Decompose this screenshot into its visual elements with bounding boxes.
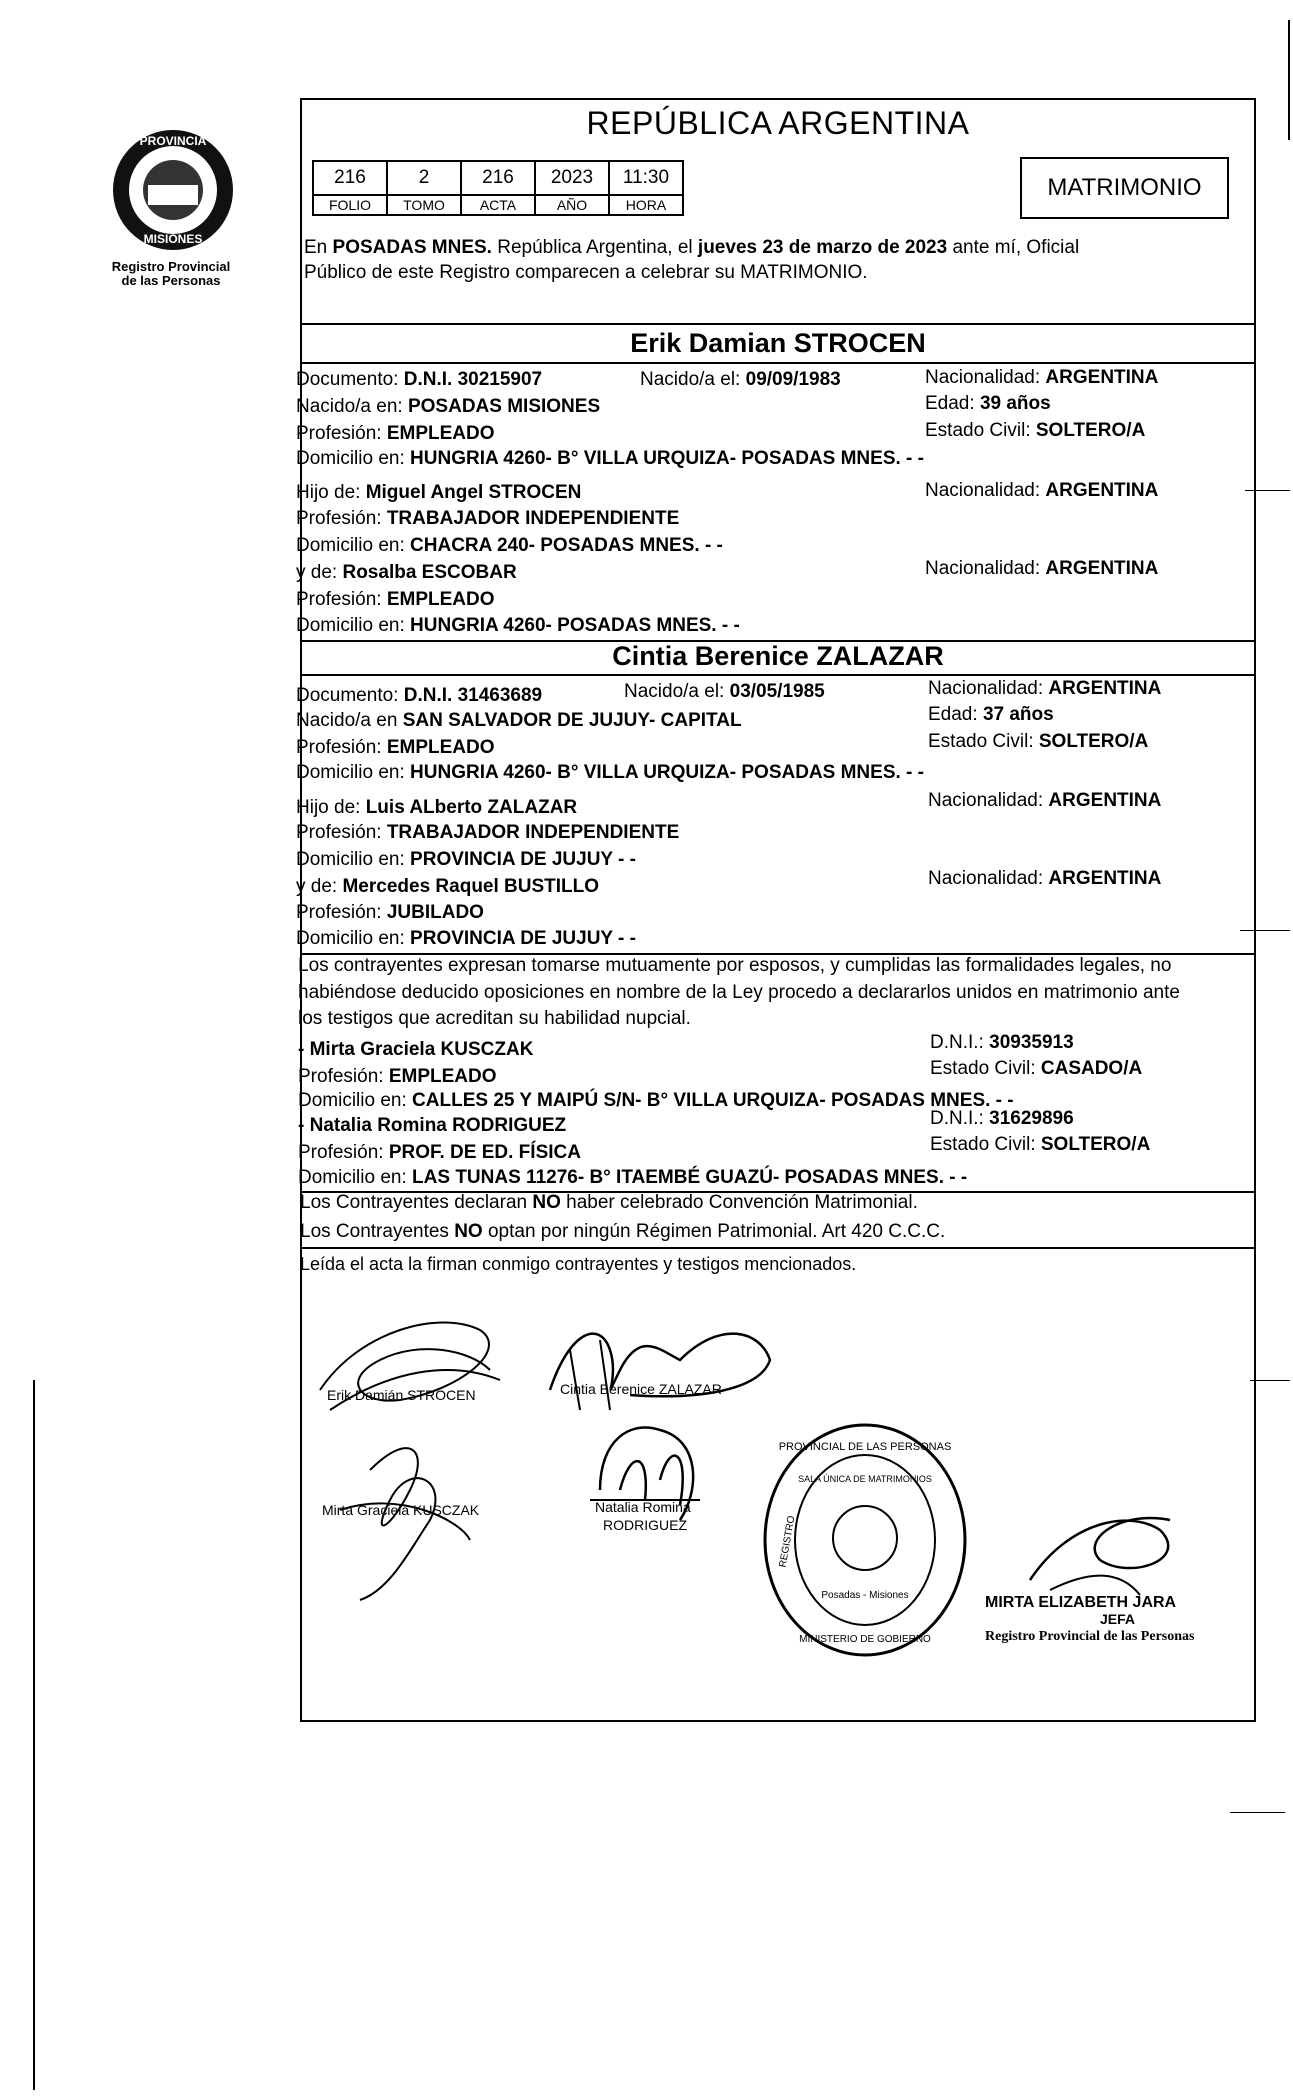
spouse1-birthplace: Nacido/a en: POSADAS MISIONES [296, 396, 601, 417]
spouse2-father-profession: Profesión: TRABAJADOR INDEPENDIENTE [296, 822, 680, 843]
svg-text:PROVINCIA: PROVINCIA [139, 134, 207, 148]
official-organization: Registro Provincial de las Personas [985, 1629, 1195, 1644]
acta-value: 216 [461, 161, 535, 195]
convention-line-2: Los Contrayentes NO optan por ningún Régimen Patrimonial. Art 420 C.C.C. [300, 1221, 946, 1242]
witness1-address: Domicilio en: CALLES 25 Y MAIPÚ S/N- B° VILLA URQUIZA- POSADAS MNES. - - [298, 1090, 1014, 1111]
witness2-name: - Natalia Romina RODRIGUEZ [298, 1115, 567, 1136]
record-cells [312, 160, 684, 216]
anio-value: 2023 [535, 161, 609, 195]
reading-statement: Leída el acta la firman conmigo contrayentes y testigos mencionados. [300, 1254, 857, 1274]
spouse1-father-profession: Profesión: TRABAJADOR INDEPENDIENTE [296, 508, 680, 529]
spouse2-address: Domicilio en: HUNGRIA 4260- B° VILLA URQUIZA- POSADAS MNES. - - [296, 762, 924, 783]
folio-label: FOLIO [313, 195, 387, 215]
spouse2-father-address: Domicilio en: PROVINCIA DE JUJUY - - [296, 849, 636, 870]
signature-label-spouse1: Erik Damián STROCEN [327, 1387, 476, 1403]
act-type-box: MATRIMONIO [1020, 157, 1229, 219]
intro-line-1: En POSADAS MNES. República Argentina, el jueves 23 de marzo de 2023 ante mí, Oficial [304, 237, 1080, 258]
spouse2-birthplace: Nacido/a en SAN SALVADOR DE JUJUY- CAPITAL [296, 710, 742, 731]
scan-mark [1240, 930, 1290, 931]
divider [300, 323, 1256, 325]
spouse2-profession: Profesión: EMPLEADO [296, 737, 495, 758]
spouse1-father: Hijo de: Miguel Angel STROCEN [296, 482, 582, 503]
tomo-value: 2 [387, 161, 461, 195]
witness1-profession: Profesión: EMPLEADO [298, 1066, 497, 1087]
spouse1-mother: y de: Rosalba ESCOBAR [296, 562, 517, 583]
spouse2-age: Edad: 37 años [928, 704, 1054, 725]
folio-value: 216 [313, 161, 387, 195]
signature-scribbles [300, 1290, 820, 1620]
spouse1-civil-status: Estado Civil: SOLTERO/A [925, 420, 1146, 441]
convention-line-1: Los Contrayentes declaran NO haber celebrado Convención Matrimonial. [300, 1192, 918, 1213]
official-seal [760, 1420, 970, 1660]
witness2-address: Domicilio en: LAS TUNAS 11276- B° ITAEMBÉ GUAZÚ- POSADAS MNES. - - [298, 1167, 968, 1188]
anio-label: AÑO [535, 195, 609, 215]
svg-text:MISIONES: MISIONES [143, 232, 203, 246]
scan-mark [1245, 490, 1290, 491]
acta-label: ACTA [461, 195, 535, 215]
spouse2-mother-nationality: Nacionalidad: ARGENTINA [928, 868, 1162, 889]
declaration-line-1: Los contrayentes expresan tomarse mutuamente por esposos, y cumplidas las formalidades legales, no [298, 955, 1172, 976]
intro-line-2: Público de este Registro comparecen a celebrar su MATRIMONIO. [304, 262, 868, 283]
hora-value: 11:30 [609, 161, 683, 195]
spouse2-nationality: Nacionalidad: ARGENTINA [928, 678, 1162, 699]
witness2-profession: Profesión: PROF. DE ED. FÍSICA [298, 1142, 581, 1163]
official-name: MIRTA ELIZABETH JARA [985, 1594, 1177, 1611]
scan-edge-mark [1288, 20, 1290, 140]
spouse1-profession: Profesión: EMPLEADO [296, 423, 495, 444]
signature-label-witness1: Mirta Graciela KUSCZAK [322, 1502, 480, 1518]
spouse1-father-address: Domicilio en: CHACRA 240- POSADAS MNES. - - [296, 535, 723, 556]
spouse1-mother-address: Domicilio en: HUNGRIA 4260- POSADAS MNES. - - [296, 615, 740, 636]
witness2-dni: D.N.I.: 31629896 [930, 1108, 1074, 1129]
spouse1-mother-nationality: Nacionalidad: ARGENTINA [925, 558, 1159, 579]
divider [300, 362, 1256, 364]
tomo-label: TOMO [387, 195, 461, 215]
scan-mark [1250, 1380, 1290, 1381]
declaration-line-3: los testigos que acreditan su habilidad nupcial. [298, 1008, 691, 1029]
registro-provincial-logo [108, 125, 238, 255]
spouse2-mother-address: Domicilio en: PROVINCIA DE JUJUY - - [296, 928, 636, 949]
spouse1-birthdate: Nacido/a el: 09/09/1983 [640, 369, 841, 390]
scan-edge-mark [33, 1380, 35, 2090]
witness1-name: - Mirta Graciela KUSCZAK [298, 1039, 534, 1060]
spouse2-civil-status: Estado Civil: SOLTERO/A [928, 731, 1149, 752]
svg-text:SALA ÚNICA DE MATRIMONIOS: SALA ÚNICA DE MATRIMONIOS [798, 1474, 932, 1484]
spouse2-father: Hijo de: Luis ALberto ZALAZAR [296, 797, 578, 818]
witness2-civil-status: Estado Civil: SOLTERO/A [930, 1134, 1151, 1155]
svg-text:MINISTERIO DE GOBIERNO: MINISTERIO DE GOBIERNO [799, 1634, 931, 1645]
spouse2-name: Cintia Berenice ZALAZAR [612, 641, 944, 671]
logo-caption-line1: Registro Provincial [111, 259, 231, 274]
spouse2-father-nationality: Nacionalidad: ARGENTINA [928, 790, 1162, 811]
svg-text:REGISTRO: REGISTRO [777, 1514, 798, 1569]
spouse2-mother-profession: Profesión: JUBILADO [296, 902, 484, 923]
witness1-dni: D.N.I.: 30935913 [930, 1032, 1074, 1053]
spouse1-address: Domicilio en: HUNGRIA 4260- B° VILLA URQUIZA- POSADAS MNES. - - [296, 448, 924, 469]
signature-label-witness2-line2: RODRIGUEZ [603, 1517, 687, 1533]
signature-label-spouse2: Cintia Berenice ZALAZAR [560, 1381, 722, 1397]
logo-caption [96, 260, 246, 288]
spouse2-mother: y de: Mercedes Raquel BUSTILLO [296, 876, 600, 897]
witness1-civil-status: Estado Civil: CASADO/A [930, 1058, 1143, 1079]
official-title: JEFA [1100, 1611, 1136, 1627]
page-title: REPÚBLICA ARGENTINA [586, 105, 970, 141]
spouse1-mother-profession: Profesión: EMPLEADO [296, 589, 495, 610]
spouse1-document: Documento: D.N.I. 30215907 [296, 369, 543, 390]
spouse1-name: Erik Damian STROCEN [630, 328, 926, 358]
divider [300, 674, 1256, 676]
svg-text:Posadas - Misiones: Posadas - Misiones [821, 1590, 909, 1601]
declaration-line-2: habiéndose deducido oposiciones en nombre de la Ley procedo a declararlos unidos en matrimonio ante [298, 982, 1180, 1003]
spouse2-document: Documento: D.N.I. 31463689 [296, 685, 543, 706]
signature-label-witness2-line1: Natalia Romina [595, 1499, 691, 1515]
divider [300, 1247, 1256, 1249]
scan-mark [1230, 1812, 1285, 1813]
spouse2-birthdate: Nacido/a el: 03/05/1985 [624, 681, 825, 702]
hora-label: HORA [609, 195, 683, 215]
spouse1-nationality: Nacionalidad: ARGENTINA [925, 367, 1159, 388]
spouse1-father-nationality: Nacionalidad: ARGENTINA [925, 480, 1159, 501]
spouse1-age: Edad: 39 años [925, 393, 1051, 414]
svg-text:PROVINCIAL DE LAS PERSONAS: PROVINCIAL DE LAS PERSONAS [778, 1441, 952, 1453]
logo-caption-line2: de las Personas [121, 273, 221, 288]
